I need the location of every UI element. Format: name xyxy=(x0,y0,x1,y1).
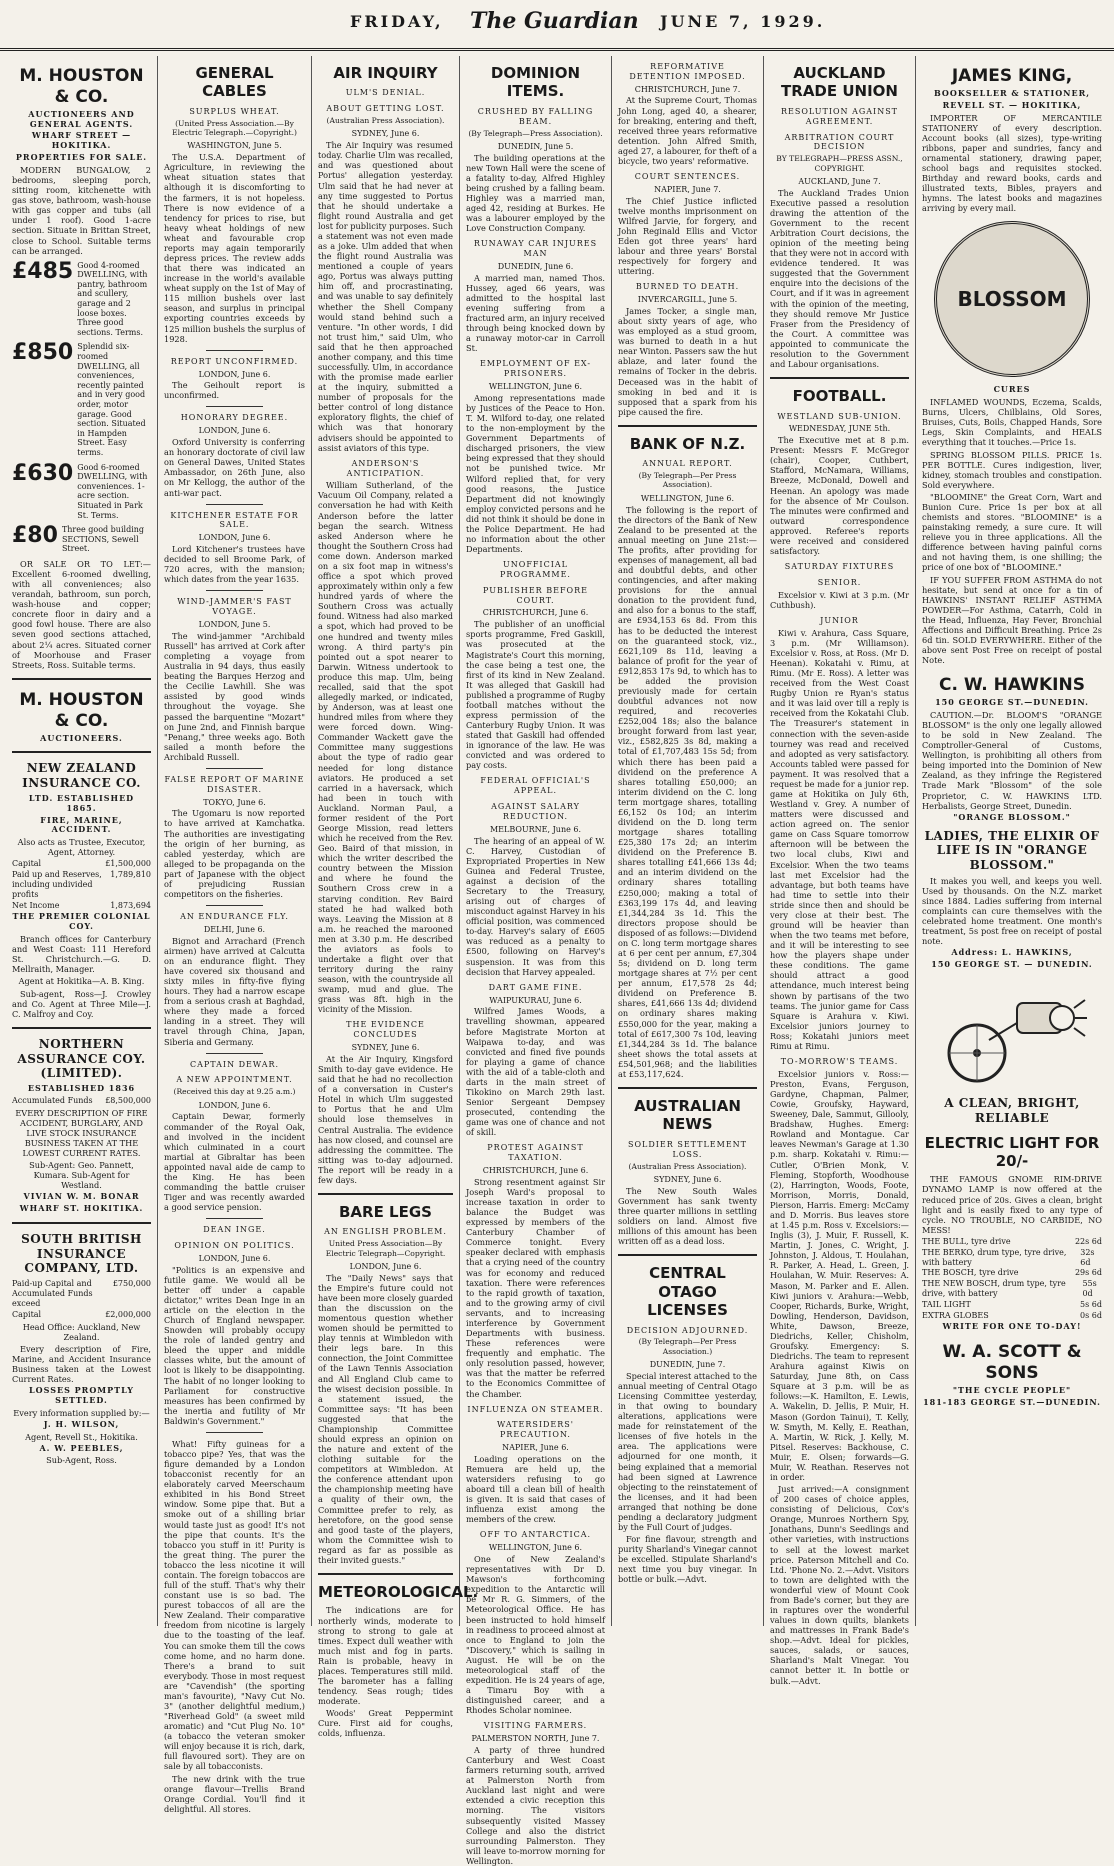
ad-peebles-role: Sub-Agent, Ross. xyxy=(46,1455,117,1466)
article-heading: CRUSHED BY FALLING BEAM. xyxy=(477,106,594,126)
article-heading: SURPLUS WHEAT. xyxy=(189,106,280,116)
article-source: (By Telegraph—Press Association). xyxy=(468,128,603,138)
article-body: Kiwi v. Arahura, Cass Square, 3 p.m. (Mr Williamson). Excelsior v. Ross, at Ross. (Mr D. Heenan). Kokatahi v. Rimu, at Rimu. (Mr E. Ross). A letter was received from the West Coast Rugby Union re Ryan's status and it was laid over till a reply is received from the Kokatahi Club. The Treasurer's statement in connection with the seven-aside tourney was read and received and adopted as very satisfactory. Accounts tabled were passed for payment. It was resolved that a request be made for a junior rep. game at Hokitika on July 6th, Westland v. Grey. A number of matters were discussed and action agreed on. The senior game on Cass Square tomorrow afternoon will be between the two local clubs, Kiwi and Excelsior. When the two teams last met Excelsior had the advantage, but both teams have had time to settle into their stride since then and should be very close at their best. The ground will be heavier than when the two teams met before, and it will be interesting to see how the players shape under these conditions. The game should attract a good attendance, much interest being shown by partisans of the two teams. The junior game for Cass Square is Arahura v. Kiwi. Excelsior juniors journey to Ross; Kokatahi juniors meet Rimu at Rimu. xyxy=(770,627,909,1051)
divider xyxy=(206,1053,262,1054)
article-dateline: WAIPUKURAU, June 6. xyxy=(489,995,582,1005)
figure-value: £1,500,000 xyxy=(105,859,151,869)
advertorial-tail: The new drink with the true orange flavour—Trellis Brand Orange Cordial. You'll find it delightful. All stores. xyxy=(164,1773,305,1814)
ad-write-today: WRITE FOR ONE TO-DAY! xyxy=(942,1321,1082,1332)
price-amount: £850 xyxy=(12,340,74,366)
article-body: Loading operations on the Remuera are held up, the watersiders refusing to go aboard till a clean bill of health is given. It is said that cases of influenza exist among the members of the crew. xyxy=(466,1453,605,1525)
ad-sub-agent: Sub-Agent: Geo. Pannett, Kumara. Sub-Agent for Westland. xyxy=(29,1160,134,1191)
ad-every-business: Every description of Fire, Marine, and Accident Insurance Business taken at the Lowest Current Rates. xyxy=(12,1343,151,1384)
ad-hawkins-address: 150 GEORGE ST.—DUNEDIN. xyxy=(935,697,1089,708)
ad-bloomine: "BLOOMINE" the Great Corn, Wart and Bunion Cure. Price 1s per box at all chemists and stores. "BLOOMINE" is a painstaking remedy, a sure cure. It will relieve you in three applications. All the difference between having painful corns and not having them, is one shilling; the price of one box of "BLOOMINE." xyxy=(922,491,1102,573)
ad-ladies-heading: LADIES, THE ELIXIR OF LIFE IS IN "ORANGE BLOSSOM." xyxy=(924,828,1100,873)
article-dateline: AUCKLAND, June 7. xyxy=(798,176,881,186)
article-body: Oxford University is conferring an honorary doctorate of civil law on General Dawes, United States Ambassador, on 26th June, also on Mr Kellogg, the author of the anti-war pact. xyxy=(164,437,305,498)
article-heading: DART GAME FINE. xyxy=(488,982,583,992)
article-source: BY TELEGRAPH—PRESS ASSN., COPYRIGHT. xyxy=(776,154,903,173)
price-description: Good 6-roomed DWELLING, with conveniences. 1-acre section. Situated in Park St. Terms. xyxy=(77,462,148,520)
article-body: The wind-jammer "Archibald Russell" has arrived at Cork after completing a voyage from Australia in 94 days, thus easily beating the Barques Herzog and the Cecilie Lawhill. She was assisted by good winds throughout the voyage. She passed the barquentine "Mozart" on June 2nd, and Finnish barque "Penang," three weeks ago. Both sailed a month before the Archibald Russell. xyxy=(164,630,305,762)
ad-properties-heading: PROPERTIES FOR SALE. xyxy=(15,152,148,163)
article-heading: FEDERAL OFFICIAL'S APPEAL. xyxy=(480,776,591,796)
article-body: The New South Wales Government has sank twenty three quarter millions in settling soldiers on land. Almost five millions of this amount has been written off as a dead loss. xyxy=(618,1185,757,1247)
article-dateline: LONDON, June 6. xyxy=(349,1261,422,1271)
figure-row xyxy=(12,1310,151,1320)
figure-label: Accumulated Funds xyxy=(12,1095,93,1105)
blossom-emblem-icon xyxy=(934,221,1090,377)
ad-losses: LOSSES PROMPTLY SETTLED. xyxy=(29,1384,134,1405)
ad-orange-blossom: "ORANGE BLOSSOM." xyxy=(953,811,1071,822)
section-title: AIR INQUIRY xyxy=(333,64,438,82)
ad-gnome-body: THE FAMOUS GNOME RIM-DRIVE DYNAMO LAMP is now offered at the reduced price of 20s. Gives a clean, bright light and is easily fixed to any type of cycle. NO TROUBLE, NO CARBIDE, NO MESS! xyxy=(922,1174,1102,1235)
figure-value: £8,500,000 xyxy=(105,1095,151,1105)
figure-row xyxy=(12,1096,151,1106)
advertorial-tail: Woods' Great Peppermint Cure. First aid for coughs, colds, influenza. xyxy=(318,1708,453,1739)
divider xyxy=(12,678,151,680)
ad-trustee: Also acts as Trustee, Executor, Agent, Attorney. xyxy=(17,837,146,858)
ad-james-king-body: IMPORTER OF MERCANTILE STATIONERY of every description. Account books (all sizes), type-writing ribbons, paper and sundries, fancy and ornamental stationery, drawing paper, school bags and requisites stocked. Birthday and reward books, cards and illustrated texts, Bibles, prayers and hymns. The latest books and magazines arriving by every mail. xyxy=(922,112,1102,214)
article-dateline: LONDON, June 6. xyxy=(198,369,271,379)
ad-wilson-role: Agent, Revell St., Hokitika. xyxy=(25,1431,138,1442)
article-subheading: OPINION ON POLITICS. xyxy=(174,1241,295,1251)
article-heading: HONORARY DEGREE. xyxy=(180,413,289,423)
article-subheading: WATERSIDERS' PRECAUTION. xyxy=(497,1420,574,1440)
article-heading: TO-MORROW'S TEAMS. xyxy=(780,1057,899,1067)
article-body: A married man, named Thos. Hussey, aged 66 years, was admitted to the hospital last evening suffering from a fractured arm, an injury received through being knocked down by a runaway motor-car in Carroll St. xyxy=(466,272,605,354)
article-heading: ANNUAL REPORT. xyxy=(642,459,733,469)
article-source: (United Press Association.—By Electric Telegraph.—Copyright.) xyxy=(172,118,297,138)
article-body: James Tocker, a single man, about sixty years of age, who was employed as a stud groom, was burned to death in a hut near Winton. Passers saw the hut ablaze, and later found the remains of Tocker in the debris. Deceased was in the habit of smoking in bed and it is supposed that a spark from his pipe caused the fire. xyxy=(618,305,757,417)
price-row xyxy=(922,1248,1102,1268)
article-body: The Geihoult report is unconfirmed. xyxy=(164,380,305,401)
ad-wilson-name: J. H. WILSON, xyxy=(43,1418,120,1429)
article-heading: CAPTAIN DEWAR. xyxy=(189,1059,280,1069)
ad-electric-light: ELECTRIC LIGHT FOR 20/- xyxy=(924,1133,1100,1170)
price-item: THE BOSCH, tyre drive xyxy=(922,1268,1019,1278)
article-dateline: NAPIER, June 6. xyxy=(502,1443,569,1453)
advertorial-body: What! Fifty guineas for a tobacco pipe? Yes, that was the figure demanded by a London tobacconist recently for an elaborately carved Meerschaum exhibited in his Bond Street window. Some pipe that. But a smoke out of a shilling briar would taste just as good! It's not the pipe that counts. It's the tobacco you stuff in it! Purity is the great thing. The purer the tobacco the less nicotine it will contain. The foreign tobaccos are full of the stuff. That's why their constant use is so bad. The purest tobaccos of all are the New Zealand. Their comparative freedom from nicotine is largely due to the toasting of the leaf. You can smoke them till the cows come home, and no harm done. There's a brand to suit everybody. Those in most request are "Cavendish" (the sporting man's favourite), "Navy Cut No. 3" (another delightful medium,) "Riverhead Gold" (a sweet mild aromatic) and "Cut Plug No. 10" (a tobacco the veteran smoker will enjoy because it is rich, dark, full flavoured sort). They are on sale by all tobacconists. xyxy=(164,1438,305,1772)
article-source: (Received this day at 9.25 a.m.) xyxy=(173,1087,296,1097)
price-row xyxy=(922,1300,1102,1310)
ad-asthma: IF YOU SUFFER FROM ASTHMA do not hesitate, but send at once for a tin of HAWKINS' INSTANT RELIEF ASTHMA POWDER—For Asthma, Catarrh, Cold in the Head, Influenza, Hay Fever, Bronchial Affections and Difficult Breathing. Price 2s 6d tin. SOLD EVERYWHERE. Either of the above sent Post Free on receipt of postal Note. xyxy=(922,574,1102,666)
newspaper-columns xyxy=(6,56,1108,1866)
price-value: 5s 6d xyxy=(1080,1299,1102,1309)
article-source: (Australian Press Association). xyxy=(628,1161,747,1171)
article-subheading: PUBLISHER BEFORE COURT. xyxy=(483,585,588,605)
ad-bonar-name: VIVIAN W. M. BONAR xyxy=(23,1191,140,1202)
ad-bonar-address: WHARF ST. HOKITIKA. xyxy=(19,1203,144,1214)
article-source: United Press Association—By Electric Telegraph—Copyright. xyxy=(325,1239,446,1258)
article-body: One of New Zealand's representatives with Dr D. Mawson's forthcoming expedition to the Antarctic will be Mr R. G. Simmers, of the Meteorological Office. He has been instructed to hold himself in readiness to proceed almost at once to England to join the "Discovery," which is sailing in August. He will be on the meteorological staff of the expedition. He is 24 years of age, a Timaru Boy with a distinguished career, and a Rhodes Scholar nominee. xyxy=(466,1554,605,1716)
divider xyxy=(770,377,909,379)
ad-agent-hokitika: Agent at Hokitika—A. B. King. xyxy=(18,976,145,987)
article-body: Strong resentment against Sir Joseph Ward's proposal to increase taxation in order to balance the Budget was expressed by members of the Canterbury Chamber of Commerce tonight. Every speaker declared with emphasis that a crying need of the country was for economy and reduced taxation. There were references to the rapid growth of taxation, and to the growing army of civil servants, and to increasing interference by Government Departments with business. These references were frequently and emphatic. The only resolution passed, however, was that the matter be referred to the Economics Committee of the Chamber. xyxy=(466,1176,605,1399)
section-title: DOMINION ITEMS. xyxy=(490,64,581,101)
figure-row xyxy=(12,859,151,869)
price-amount: £630 xyxy=(12,460,74,486)
ad-hawkins-title: C. W. HAWKINS xyxy=(939,675,1085,696)
price-description: Splendid six-roomed DWELLING, all conveniences, recently painted and in very good order, motor garage. Good section. Situated in Hampden Street. Easy terms. xyxy=(77,342,146,457)
article-heading: EMPLOYMENT OF EX-PRISONERS. xyxy=(479,359,592,379)
ad-address-value: 150 GEORGE ST. — DUNEDIN. xyxy=(931,959,1093,970)
price-item: THE BULL, tyre drive xyxy=(922,1236,1011,1246)
price-item: EXTRA GLOBES xyxy=(922,1310,989,1320)
price-item: THE BERKO, drum type, tyre drive, with battery xyxy=(922,1247,1067,1267)
article-body: Wilfred James Woods, a travelling showman, appeared before Magistrate Morton at Waipawa to-day, and was convicted and fined five pounds for playing a game of chance with the aid of a table-cloth and darts in the main street of Tikokino on March 29th last. Senior Sergeant Dempsey prosecuted, contending the game was one of chance and not of skill. xyxy=(466,1006,605,1138)
article-dateline: PALMERSTON NORTH, June 7. xyxy=(471,1734,600,1744)
ad-clean-bright: A CLEAN, BRIGHT, RELIABLE xyxy=(944,1096,1080,1125)
price-row xyxy=(922,1311,1102,1321)
divider xyxy=(206,768,262,769)
ad-james-king-title: JAMES KING, xyxy=(951,66,1073,86)
column-general-cables xyxy=(158,56,312,1814)
article-dateline: LONDON, June 6. xyxy=(198,426,271,436)
ad-subagents: Sub-agent, Ross—J. Crowley and Co. Agent at Three Mile—J. C. Malfroy and Coy. xyxy=(12,988,151,1019)
figure-row xyxy=(12,901,151,911)
price-listing xyxy=(12,525,151,554)
price-description: Three good building SECTIONS, Sewell Street. xyxy=(61,525,145,554)
divider xyxy=(318,1193,453,1195)
article-body: A party of three hundred Canterbury and West Coast farmers returning south, arrived at Palmerston North from Auckland last night and were extended a civic reception this morning. The visitors subsequently visited Massey College and also the district surrounding Palmerston. They will leave to-morrow morning for Wellington. xyxy=(466,1745,605,1866)
article-dateline: LONDON, June 6. xyxy=(198,1253,271,1263)
article-heading: RESOLUTION AGAINST AGREEMENT. xyxy=(780,106,899,126)
article-heading: INFLUENZA ON STEAMER. xyxy=(467,1404,604,1414)
advertorial-tail: For fine flavour, strength and purity Sharland's Vinegar cannot be excelled. Stipulate Sharland's next time you buy vinegar. In bottle or bulk.—Advt. xyxy=(618,1534,757,1585)
column-trade-union-football xyxy=(764,56,916,1686)
divider xyxy=(206,350,262,351)
price-amount: £80 xyxy=(12,523,58,549)
article-body: The "Daily News" says that the Empire's future could not have been more closely guarded than the discussion on the momentous question whether women should be permitted to play tennis at Wimbledon with their legs bare. In this connection, the Joint Committee of the Lawn Tennis Association and All England Club came to the wisest decision possible. In a statement issued, the Committee says: "It has been suggested that the Championship Committee should express an opinion on the nature and extent of the clothing suitable for the competitors at Wimbledon. At the conference attendant upon the championship meeting have a quality of their own, the Committee prefer to rely, as heretofore, on the good sense and good taste of the players, whom the Committee wish to regard as far as possible as their invited guests." xyxy=(318,1272,453,1565)
figure-row xyxy=(12,1279,151,1308)
ad-houston-title: M. HOUSTON & CO. xyxy=(19,66,144,107)
article-body: The Auckland Trades Union Executive passed a resolution drawing the attention of the Government to the recent Arbitration Court decisions, the opinion of the meeting being that they were not in accord with evidence tendered. It was suggested that the Government enquire into the decisions of the Court, and if it was in agreement with the opinion of the meeting, they should remove Mr Justice Fraser from the Presidency of the Court. A committee was appointed to communicate the resolution to the Government and Labour organisations. xyxy=(770,187,909,369)
divider xyxy=(618,1254,757,1256)
price-listing xyxy=(12,258,151,338)
article-body: The Chief Justice inflicted twelve months imprisonment on Wilfred Jarvie, for forgery, and John Reginald Ellis and Victor Eden got three years' hard labour and three years' Borstal respectively for forgery and uttering. xyxy=(618,195,757,277)
ad-james-king-address: REVELL ST. — HOKITIKA, xyxy=(942,99,1082,110)
section-title: AUCKLAND TRADE UNION xyxy=(781,64,898,101)
ad-every-description: EVERY DESCRIPTION OF FIRE ACCIDENT, BURGLARY, AND LIVE STOCK INSURANCE BUSINESS TAKEN AT THE LOWEST CURRENT RATES. xyxy=(15,1107,148,1158)
article-heading: SOLDIER SETTLEMENT LOSS. xyxy=(628,1139,747,1159)
article-heading: VISITING FARMERS. xyxy=(483,1721,588,1731)
article-subheading: ABOUT GETTING LOST. xyxy=(326,104,445,114)
advertorial-body: Just arrived:—A consignment of 200 cases of choice apples, consisting of Delicious, Cox's Orange, Munroes Northern Spy, Jonathans, Dunn's Seedlings and other varieties, with instructions to sell at the lowest market price. Paterson Mitchell and Co. Ltd. 'Phone No. 2.—Advt. Visitors to town are delighted with the wonderful view of Mount Cook from Bade's corner, but they are in raptures over the wonderful values in down quilts, blankets and mattresses in Frank Bade's shop.—Advt. Ideal for pickles, sauces, salads, or sauces, Sharland's Malt Vinegar. You cannot better it. In bottle or bulk.—Advt. xyxy=(770,1484,909,1686)
figure-label: Capital xyxy=(12,1309,42,1319)
masthead-title: The Guardian xyxy=(470,8,639,34)
price-item: THE NEW BOSCH, drum type, tyre drive, with battery xyxy=(922,1279,1066,1298)
ad-peebles-name: A. W. PEEBLES, xyxy=(39,1442,124,1453)
ad-spring-blossom: SPRING BLOSSOM PILLS. PRICE 1s. PER BOTTLE. Cures indigestion, liver, kidney, stomach troubles and constipation. Sold everywhere. xyxy=(922,449,1102,490)
figure-value: 1,873,694 xyxy=(110,900,151,910)
article-heading: AN ENDURANCE FLY. xyxy=(180,912,289,922)
price-row xyxy=(922,1268,1102,1278)
price-description: Good 4-roomed DWELLING, with pantry, bathroom and scullery, garage and 2 loose boxes. Three good sections. Terms. xyxy=(77,260,148,337)
figure-label: Paid-up Capital and Accumulated Funds exceed xyxy=(12,1279,93,1308)
article-body: William Sutherland, of the Vacuum Oil Company, related a conversation he had with Keith Anderson before the latter began the search. Witness asked Anderson where he thought the Southern Cross had come down. Anderson marked on a six foot map in witness's office a spot which proved approximately within only a few hundred yards of where the Southern Cross was actually found. Witness had also marked a spot, which had proved to be one hundred and twenty miles wrong. A third party's pin pointed out a spot nearer to Darwin. Witness undertook to produce this map. Ulm, being recalled, said that the spot allegedly marked, or indicated, by Anderson, was at least one hundred miles from where they were forced down. Wing-Commander Wackett gave the Committee many suggestions about the type of radio gear needed for long distance aviators. He produced a set carried in a haversack, which had been in touch with Auckland. Norman Paul, a former resident of the Port George Mission, read letters which he received from the Rev. Geo. Baird of that mission, in which the writer described the country between the Mission and where he found the Southern Cross crew in a starving condition. Rev Baird stated he had walked both ways. Leaving the Mission at 8 a.m. he reached the marooned men at 3.30 p.m. He described the aviators as fools to undertake a flight over that territory during the rainy season, with the countryside all swamp, mud and glue. The grass was 8ft. high in the vicinity of the Mission. xyxy=(318,480,453,1015)
ad-cures-body: INFLAMED WOUNDS, Eczema, Scalds, Burns, Ulcers, Chilblains, Old Sores, Bruises, Cuts, Boils, Chapped Hands, Sore Legs, Skin Complaints, and HEALS everything that it touches.—Price 1s. xyxy=(922,397,1102,448)
ad-scott-subtitle: "THE CYCLE PEOPLE" xyxy=(952,1385,1072,1396)
figure-value: 1,789,810 xyxy=(110,870,151,880)
article-subheading: JUNIOR xyxy=(820,615,859,625)
section-title: GENERAL CABLES xyxy=(195,64,274,101)
article-dateline: LONDON, June 6. xyxy=(198,533,271,543)
divider xyxy=(618,425,757,427)
figure-label: Capital xyxy=(12,859,42,869)
article-heading: DEAN INGE. xyxy=(203,1225,266,1235)
article-body: The following is the report of the directors of the Bank of New Zealand to be presented at the annual meeting on June 21st:— The profits, after providing for expenses of management, all bad and doubtful debts, and other contingencies, and after making provisions for the annual donation to the provident fund, and also for a bonus to the staff, are £934,153 6s 8d. From this has to be deducted the interest on the guaranteed stock, viz., £621,109 8s 11d, leaving a balance of profit for the year of £912,853 17s 9d, to which has to be added the provision previously made for certain doubtful advances not now required, and recoveries £252,004 18s; also the balance brought forward from last year, viz., £582,825 3s 8d, making a total of £1,707,483 15s 5d; from which there has been paid a dividend on the preference A shares totalling £50,000; an interim dividend on the C. long term mortgage shares, totalling £6,152 0s 10d; an interim dividend on the D. long term mortgage shares totalling £25,380 17s 2d; an interim dividend on the Preference B. shares totalling £41,666 13s 4d; and an interim dividend on the ordinary shares totalling £250,000; making a total of £363,199 17s 4d, and leaving £1,344,284 3s 1d. This the directors propose should be disposed of as follows:—Dividend on C. long term mortgage shares at 6 per cent per annum, £7,304 5s; dividend on D. long term mortgage shares at 7½ per cent per annum, £17,578 2s 4d; dividend on Preference B. shares, £41,666 13s 4d; dividend on ordinary shares making £550,000 for the year, making a total of £617,300 7s 10d, leaving £1,344,284 3s 1d. The balance sheet shows the total assets at £54,501,968; and the liabilities at £53,117,624. xyxy=(618,504,757,1079)
section-title: BANK OF N.Z. xyxy=(629,434,746,453)
article-dateline: TOKYO, June 6. xyxy=(203,797,266,807)
divider xyxy=(12,1222,151,1224)
column-dominion-items xyxy=(460,56,612,1866)
emblem-label: BLOSSOM xyxy=(957,287,1067,312)
article-dateline: WELLINGTON, June 6. xyxy=(640,493,735,503)
divider xyxy=(206,905,262,906)
article-dateline: CHRISTCHURCH, June 6. xyxy=(482,608,589,618)
article-body: The hearing of an appeal of W. C. Harvey, Custodian of Expropriated Properties in New Guinea and Federal Trustee, against a decision of the Secretary to the Treasury, arising out of charges of misconduct against Harvey in his official position, was commenced to-day. Harvey's salary of £605 was reduced as a penalty to £500, following on Harvey's suspension. It was from this decision that Harvey appealed. xyxy=(466,835,605,977)
figure-row xyxy=(12,870,151,899)
price-value: 32s 6d xyxy=(1080,1247,1095,1267)
article-dateline: DUNEDIN, June 7. xyxy=(649,1359,726,1369)
article-body: Special interest attached to the annual meeting of Central Otago Licensing Committee yesterday, in that owing to boundary alterations, applications were made for reinstatement of the licenses of five hotels in the area. The applications were adjourned for one month, it being explained that a memorial had been signed at Lawrence objecting to the reinstatement of the licenses, and it had been arranged that nothing be done pending a declaratory judgment by the Full Court of judges. xyxy=(618,1370,758,1532)
article-heading: DECISION ADJOURNED. xyxy=(626,1325,749,1335)
price-row xyxy=(922,1237,1102,1247)
article-dateline: DUNEDIN, June 6. xyxy=(497,261,574,271)
column-air-inquiry xyxy=(312,56,479,1739)
article-body: The U.S.A. Department of Agriculture, in reviewing the wheat situation states that although it is discomforting to the farmers, it is not hopeless. There is now evidence of a tendency for prices to rise, but heavy wheat holdings of new wheat and favourable crop reports may again temporarily depress prices. The review adds that there was indicated an increase in the world's available wheat supply on the 1st of May of 115 million bushels over last season, and surplus in principal exporting countries exceeds by 125 million bushels the surplus of 1928. xyxy=(164,152,305,344)
cycle-lamp-icon xyxy=(937,978,1087,1088)
article-subheading: SENIOR. xyxy=(817,577,862,587)
masthead xyxy=(0,0,1114,51)
article-heading: REPORT UNCONFIRMED. xyxy=(170,356,299,366)
divider xyxy=(12,1027,151,1029)
masthead-date: JUNE 7, 1929. xyxy=(660,12,826,31)
article-dateline: DUNEDIN, June 5. xyxy=(497,141,574,151)
article-body: Excelsior v. Kiwi at 3 p.m. (Mr Cuthbush). xyxy=(770,589,909,610)
article-dateline: WASHINGTON, June 5. xyxy=(187,141,282,151)
price-value: 22s 6d xyxy=(1074,1236,1102,1246)
figure-label: Net Income xyxy=(12,900,60,910)
article-heading: RUNAWAY CAR INJURES MAN xyxy=(473,239,598,259)
ad-branch-offices: Branch offices for Canterbury and West Coast: 111 Hereford St. Christchurch.—G. D. Mellraith, Manager. xyxy=(12,934,151,975)
column-news-bank xyxy=(612,56,764,1626)
column-classifieds xyxy=(6,56,158,1626)
article-body: The publisher of an unofficial sports programme, Fred Gaskill, was prosecuted at the Magistrate's Court this morning, the case being a test one, the first of its kind in New Zealand. It was alleged that Gaskill had published a programme of Rugby football matches without the express permission of the Canterbury Rugby Union. It was stated that Gaskill had offended in ignorance of the law. He was convicted and was ordered to pay costs. xyxy=(466,619,605,771)
section-title: CENTRAL OTAGO LICENSES xyxy=(647,1264,728,1320)
ad-information: Every information supplied by:— xyxy=(13,1407,150,1418)
article-heading: AN ENGLISH PROBLEM. xyxy=(324,1227,447,1237)
article-heading: KITCHENER ESTATE FOR SALE. xyxy=(170,510,299,530)
divider xyxy=(206,590,262,591)
divider xyxy=(206,406,262,407)
section-title: BARE LEGS xyxy=(339,1202,432,1221)
price-value: 0s 6d xyxy=(1080,1310,1102,1320)
ad-northern-established: ESTABLISHED 1836 xyxy=(27,1083,136,1094)
ad-sale-or-let: OR SALE OR TO LET:—Excellent 6-roomed dwelling, with all conveniences; also verandah, bathroom, sun porch, wash-house and copper; concrete floor in dairy and a good fowl house. There are also seven good sections attached, about 2¼ acres. Situated corner of Moorhouse and Fraser Streets, Ross. Suitable terms. xyxy=(12,558,151,670)
article-body: "Politics is an expensive and futile game. We would all be better off under a capable dictator," writes Dean Inge in an article on the election in the Church of England newspaper. Snowden will probably occupy the role of landed gentry and bleed the upper and middle classes white, but the amount of loot is likely to be disappointing. The habit of no longer looking to Parliament for constructive measures has been confirmed by the inertia and futility of Mr Baldwin's Government." xyxy=(164,1264,305,1426)
article-dateline: WEDNESDAY, JUNE 5th. xyxy=(788,424,891,434)
article-body: Lord Kitchener's trustees have decided to sell Broome Park, of 720 acres, with the mansion; which dates from the year 1635. xyxy=(164,544,305,585)
article-dateline: LONDON, June 6. xyxy=(198,1100,271,1110)
article-dateline: MELBOURNE, June 6. xyxy=(489,824,582,834)
figure-label: Paid up and Reserves, including undivided profits xyxy=(12,870,102,899)
article-heading: WESTLAND SUB-UNION. xyxy=(777,411,902,421)
section-title: FOOTBALL. xyxy=(792,387,887,406)
article-body: Among representations made by Justices of the Peace to Hon. T. M. Wilford to-day, one related to the non-employment by the Government Departments of discharged prisoners, the view being expressed that they should not be punished twice. Mr Wilford replied that, for very good reasons, the Justice Department did not knowingly employ convicted persons and he did not think it should be done in the Police Department. He had no information about the other Departments. xyxy=(466,392,605,555)
article-dateline: INVERCARGILL, June 5. xyxy=(637,295,738,305)
article-source: (By Telegraph—Per Press Association). xyxy=(638,471,737,490)
ad-caution: CAUTION.—Dr. BLOOM'S "ORANGE BLOSSOM" is the only one legally allowed to be sold in New Zealand. The Comptroller-General of Customs, Wellington, is prohibiting all others from being imported into the Dominion of New Zealand, as they infringe the Registered Trade Mark "Blossom" of the sole Proprietor, C. W. HAWKINS LTD. Herbalists, George Street, Dunedin. xyxy=(922,709,1102,811)
ad-premier-colonial: THE PREMIER COLONIAL COY. xyxy=(12,911,151,932)
article-subheading: A NEW APPOINTMENT. xyxy=(176,1075,293,1085)
ad-auctioneers: AUCTIONEERS. xyxy=(40,732,123,743)
divider xyxy=(206,1432,262,1433)
article-dateline: DELHI, June 6. xyxy=(203,924,266,934)
article-source: (Australian Press Association). xyxy=(326,116,445,126)
article-source: (By Telegraph—Per Press Association.) xyxy=(638,1337,737,1356)
masthead-day: FRIDAY, xyxy=(350,12,444,31)
article-dateline: CHRISTCHURCH, June 7. xyxy=(634,84,741,94)
article-body: The Ugomaru is now reported to have arrived at Kamchatka. The authorities are investigating the origin of her burning, as cabled yesterday, which are alleged to be propaganda on the part of Japanese with the object of prejudicing Russian competitors on the fisheries. xyxy=(164,808,305,900)
divider xyxy=(618,1087,757,1089)
price-listing xyxy=(12,460,151,521)
article-heading: WIND-JAMMER'S FAST VOYAGE. xyxy=(177,597,292,617)
article-subheading: AGAINST SALARY REDUCTION. xyxy=(491,802,580,821)
article-body: The indications are for northerly winds, moderate to strong to strong to gale at times. Expect dull weather with much mist and fog in parts. Rain is probable, heavy in places. Temperatures still mild. The barometer has a falling tendency. Seas rough; tides moderate. xyxy=(318,1605,453,1707)
article-dateline: NAPIER, June 7. xyxy=(654,184,721,194)
section-title: METEOROLOGICAL. xyxy=(318,1582,479,1601)
ad-modern-bungalow: MODERN BUNGALOW, 2 bedrooms, sleeping porch, sitting room, kitchenette with gas stove, bathroom, wash-house with gas copper and tubs (all under 1 roof). Good 1-acre section. Situate in Brittan Street, close to School. Suitable terms can be arranged. xyxy=(12,164,151,256)
ad-houston-title-2: M. HOUSTON & CO. xyxy=(19,689,144,731)
price-amount: £485 xyxy=(12,258,74,284)
article-body: At the Supreme Court, Thomas John Long, aged 40, a shearer, for breaking, entering and theft, received three years reformative detention. John Alfred Smith, aged 27, a labourer, for theft of a bicycle, two years' reformative. xyxy=(618,95,757,166)
ad-cures-heading: CURES xyxy=(993,384,1031,395)
article-heading: PROTEST AGAINST TAXATION. xyxy=(487,1143,584,1163)
article-body: Excelsior juniors v. Ross:—Preston, Evans, Ferguson, Gardyne, Chapman, Palmer, Cowie, Groufsky, Hayward, Sweeney, Dale, Sammut, Gillooly, Bradshaw, Hughes. Emerg: Rowland and Montague. Car leaves Newman's Garage at 1.30 p.m. sharp. Kokatahi v. Rimu:—Cutler, O'Brien Monk, V. Fleming, Stopforth, Woodhouse (2), Harrington, Woods, Foote, Morrison, Morris, Donald, Pierson, Harris. Emerg: McCamy and D. Morris. Bus leaves store at 1.45 p.m. Ross v. Excelsiors:—Inglis (3), J. Muir, F. Russell, K. Martin, J. Jones, C. Wright, J. Johnston, J. Aldous, T. Houlahan, R. Parker, A. Head, L. Green, J. Houlahan, W. Muir. Reserves: A. Mason, M. Parker and E. Allen. Kiwi juniors v. Arahura:—Webb, Cooper, Richards, Burke, Wright, Dowling, Henderson, Davidson, White, Dawson, Breeze, Diedrichs, Keller, Chisholm, Groufsky. Emergency: S. Diedrichs. The team to represent Arahura against Kiwis on Saturday, June 8th, on Cass Square at 3 p.m. will be as follows:—K. Hamilton, E. Lewis, A. Wakelin, D. Jellis, P. Muir, H. Mason (Gordon Tainui), T. Kelly, W. Smyth, M. Kelly, E. Reathan, A. Martin, W. Rick, J. Kelly, M. Pitsel. Reserves: Backhouse, C. Muir, E. Olsen; forwards—G. Muir, W. Reathan. Reserves not in order. xyxy=(770,1068,909,1482)
article-body: The Executive met at 8 p.m. Present: Messrs F. McGregor (chair), Cooper, Cuthbert, Stafford, McNamara, Williams, Breeze, McDonald, Dowell and Heenan. An apology was made for the absence of Mr Coulson. The minutes were confirmed and outward correspondence approved. Referee's reports were received and considered satisfactory. xyxy=(770,435,909,557)
article-dateline: LONDON, June 5. xyxy=(198,620,271,630)
divider xyxy=(206,1218,262,1219)
article-dateline: CHRISTCHURCH, June 6. xyxy=(482,1166,589,1176)
ad-houston-address: WHARF STREET — HOKITIKA. xyxy=(31,130,132,151)
article-body: At the Air Inquiry, Kingsford Smith to-day gave evidence. He said that he had no recollection of a conversation in Custer's Hotel in which Ulm suggested to Portus that he and Ulm should lose themselves in Central Australia. The evidence has now closed, and counsel are addressing the committee. The sitting was to-day adjourned. The report will be ready in a few days. xyxy=(318,1053,453,1185)
article-heading: REFORMATIVE DETENTION IMPOSED. xyxy=(629,62,746,81)
article-dateline: WELLINGTON, June 6. xyxy=(488,1543,583,1553)
article-heading: UNOFFICIAL PROGRAMME. xyxy=(500,560,571,579)
ad-address-label: Address: L. HAWKINS, xyxy=(951,947,1073,958)
price-value: 55s 0d xyxy=(1082,1279,1097,1298)
article-heading: OFF TO ANTARCTICA. xyxy=(479,1530,592,1540)
article-heading: COURT SENTENCES. xyxy=(634,172,741,182)
article-heading: FALSE REPORT OF MARINE DISASTER. xyxy=(164,774,305,794)
article-dateline: SYDNEY, June 6. xyxy=(351,1043,420,1053)
article-dateline: SYDNEY, June 6. xyxy=(351,129,420,139)
divider xyxy=(318,1573,453,1575)
article-heading: SATURDAY FIXTURES xyxy=(784,562,895,572)
ad-houston-subtitle: AUCTIONEERS AND GENERAL AGENTS. xyxy=(28,108,135,129)
section-title: AUSTRALIAN NEWS xyxy=(634,1097,741,1134)
column-advertisements xyxy=(916,56,1108,1626)
article-body: Captain Dewar, formerly commander of the Royal Oak, and involved in the incident which culminated in a court martial at Gibraltar has been appointed naval aide de camp to the King. He has been commanding the battle cruiser Tiger and was recently awarded a good service pension. xyxy=(164,1111,305,1213)
ad-nz-insurance-title: NEW ZEALAND INSURANCE CO. xyxy=(22,761,141,791)
article-subheading: ARBITRATION COURT DECISION xyxy=(784,132,895,152)
article-heading: BURNED TO DEATH. xyxy=(635,282,740,292)
article-body: The Air Inquiry was resumed today. Charlie Ulm was recalled, and was questioned about Portus' allegation yesterday. Ulm said that he had never at any time suggested to Portus that he should undertake a flight round Australia and get lost for publicity purposes. Such a statement was not even made as a joke. Ulm added that when the flight round Australia was mentioned a couple of years ago, Portus was always putting him off, and procrastinating, and was unable to say definitely whether the Shell Company would stand behind such a venture. "In other words, I did not trust him," said Ulm, who said that he then approached another company, and this time successfully. Ulm, in accordance with the promise made earlier at the inquiry, submitted a number of proposals for the better control of long distance exploratory flights, the chief of which was that honorary advisers should be appointed to assist aviators of this type. xyxy=(318,140,453,453)
divider xyxy=(12,751,151,753)
ad-james-king-subtitle: BOOKSELLER & STATIONER, xyxy=(933,87,1091,98)
article-heading: ULM'S DENIAL. xyxy=(345,88,426,98)
article-dateline: WELLINGTON, June 6. xyxy=(488,382,583,392)
ad-head-office: Head Office: Auckland, New Zealand. xyxy=(22,1321,141,1342)
article-heading: ANDERSON'S ANTICIPATION. xyxy=(346,458,425,478)
ad-south-british: SOUTH BRITISH INSURANCE COMPANY, LTD. xyxy=(21,1231,142,1276)
price-value: 29s 6d xyxy=(1074,1268,1102,1278)
ad-scott-title: W. A. SCOTT & SONS xyxy=(942,1342,1082,1384)
ad-nz-insurance-established: LTD. ESTABLISHED 1865. xyxy=(28,792,135,813)
ad-northern-assurance: NORTHERN ASSURANCE COY. (LIMITED). xyxy=(17,1036,146,1081)
divider xyxy=(206,504,262,505)
ad-fire-marine: FIRE, MARINE, ACCIDENT. xyxy=(40,814,123,835)
article-heading: THE EVIDENCE CONCLUDES xyxy=(346,1020,425,1040)
price-item: TAIL LIGHT xyxy=(922,1299,971,1309)
article-body: The building operations at the new Town Hall were the scene of a fatality to-day, Alfred Highley being crushed by a falling beam. Highley was a married man, aged 42, residing at Burkes. He was a labourer employed by the Love Construction Company. xyxy=(466,152,605,234)
ad-scott-address: 181-183 GEORGE ST.—DUNEDIN. xyxy=(923,1396,1101,1407)
price-listing xyxy=(12,342,151,457)
figure-value: £750,000 xyxy=(112,1279,151,1289)
price-row xyxy=(922,1279,1102,1299)
article-dateline: SYDNEY, June 6. xyxy=(653,1174,722,1184)
figure-value: £2,000,000 xyxy=(105,1309,151,1319)
article-body: Bignot and Arrachard (French airmen) have arrived at Calcutta on an endurance flight. They have covered six thousand and sixty miles in fifty-five flying hours. They had a narrow escape from a serious crash at Baghdad, where they made a forced landing in a street. They will travel through China, Japan, Siberia and Germany. xyxy=(164,935,305,1047)
ad-ladies-body: It makes you well, and keeps you well. Used by thousands. On the N.Z. market since 1884. Ladies suffering from internal complaints can cure themselves with the celebrated home treatment. One month's treatment, 5s post free on receipt of postal note. xyxy=(922,875,1102,947)
